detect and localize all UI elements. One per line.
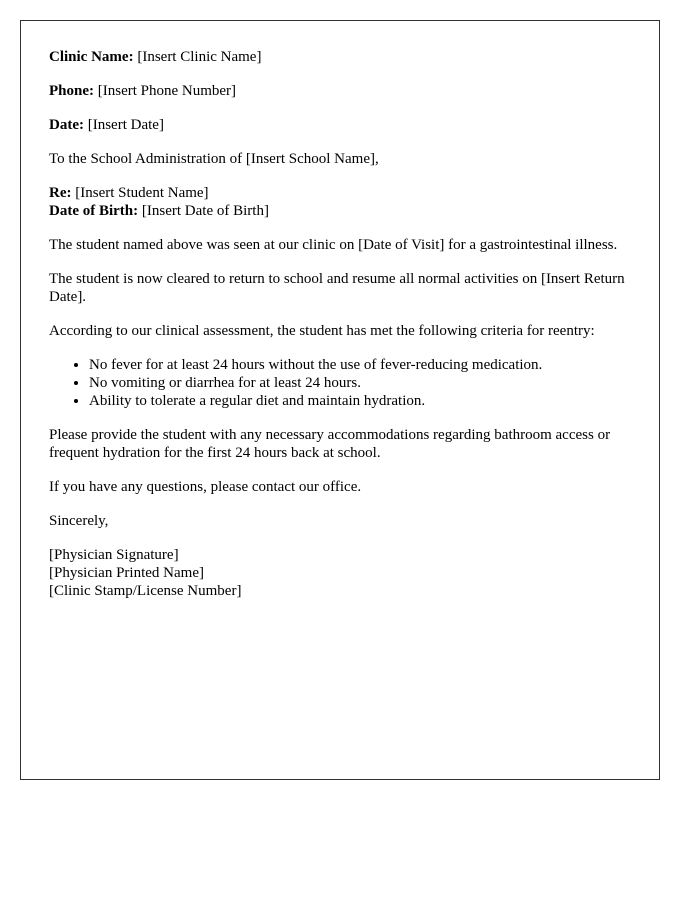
physician-printed-name: [Physician Printed Name]: [49, 565, 204, 581]
phone-line: [49, 82, 631, 100]
visit-paragraph: The student named above was seen at our clinic on [Date of Visit] for a gastrointestinal illness.: [49, 237, 618, 253]
phone-value: [Insert Phone Number]: [97, 83, 237, 99]
dob-label: Date of Birth:: [49, 203, 139, 219]
re-value: [Insert Student Name]: [75, 185, 209, 201]
re-line: [49, 184, 631, 202]
cleared-paragraph: The student is now cleared to return to school and resume all normal activities on [Insert Return Date].: [49, 271, 625, 305]
re-label: Re:: [49, 185, 72, 201]
clinic-name-value: [Insert Clinic Name]: [137, 49, 262, 65]
accommodations-paragraph: Please provide the student with any necessary accommodations regarding bathroom access or frequent hydration for the first 24 hours back at school.: [49, 427, 611, 461]
phone-label: Phone:: [49, 83, 94, 99]
signature-block: [49, 546, 631, 600]
criteria-list: [49, 356, 631, 410]
criteria-item: • Ability to tolerate a regular diet and maintain hydration.: [89, 392, 631, 410]
dob-line: [49, 202, 631, 220]
letter-document: [20, 20, 660, 780]
criteria-item: • No fever for at least 24 hours without the use of fever-reducing medication.: [89, 356, 631, 374]
date-label: Date:: [49, 117, 84, 133]
date-line: [49, 116, 631, 134]
clinic-name-line: [49, 48, 631, 66]
date-value: [Insert Date]: [87, 117, 164, 133]
salutation: To the School Administration of [Insert School Name],: [49, 151, 379, 167]
criteria-item: • No vomiting or diarrhea for at least 24 hours.: [89, 374, 631, 392]
criteria-intro-paragraph: According to our clinical assessment, the student has met the following criteria for reentry:: [49, 323, 595, 339]
clinic-stamp: [Clinic Stamp/License Number]: [49, 583, 242, 599]
clinic-name-label: Clinic Name:: [49, 49, 134, 65]
contact-paragraph: If you have any questions, please contact our office.: [49, 479, 362, 495]
dob-value: [Insert Date of Birth]: [141, 203, 269, 219]
sign-off: Sincerely,: [49, 513, 109, 529]
physician-signature: [Physician Signature]: [49, 547, 179, 563]
